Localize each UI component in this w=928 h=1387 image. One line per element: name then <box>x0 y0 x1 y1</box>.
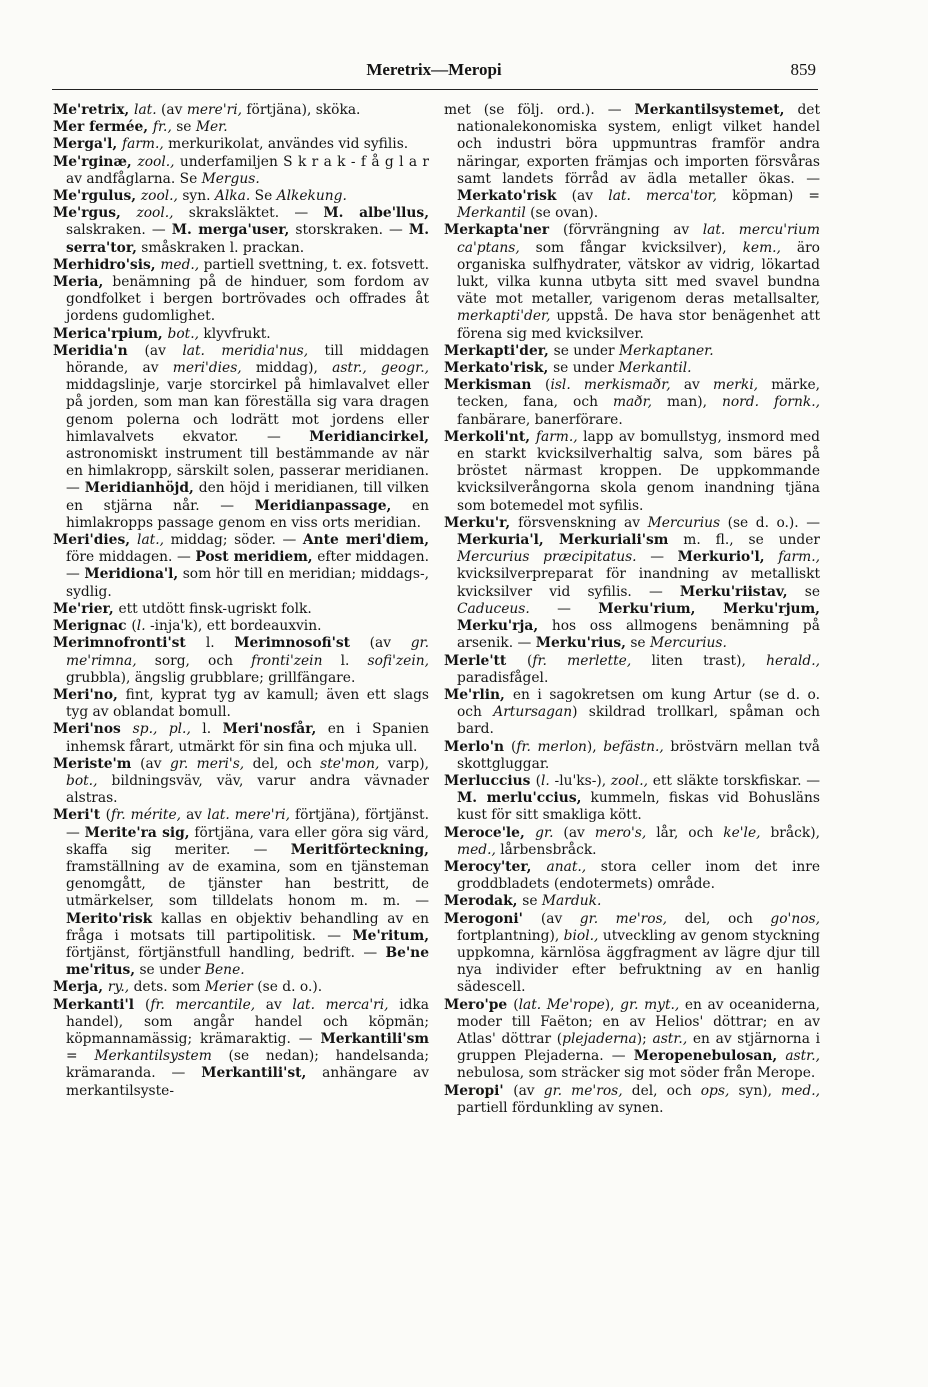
entry-text: (av <box>513 1082 544 1099</box>
entry-text: (förvrängning av <box>562 222 703 239</box>
entry-text: hos oss allmogens benämning på arsenik. — <box>457 618 820 652</box>
entry-italic-text: merki, <box>713 377 759 394</box>
entry-italic-text: biol., <box>563 927 599 944</box>
entry-headword: Merodak, <box>444 893 523 910</box>
entry-text: efter middagen. — <box>66 549 429 583</box>
entry-italic-text: lat. merca'ri, <box>292 996 389 1013</box>
entry-text: en i sagokretsen om kung Artur (se d. o. och <box>457 686 820 721</box>
entry-text: bråck), <box>760 824 820 841</box>
entry-italic-text: herald., <box>766 652 820 669</box>
entry-text: se under <box>553 342 619 359</box>
entry-text: underfamiljen S k r a k - f å g l a r av andfåglarna. Se <box>66 153 429 187</box>
entry-headword: Mero'pe <box>444 996 514 1013</box>
entry-italic-text: astr., <box>652 1030 688 1047</box>
entry-headword: Meridiona'l, <box>84 566 179 583</box>
entry-italic-text: lat. merca'tor, <box>608 188 717 205</box>
entry-headword: Me'rginæ, <box>53 153 138 170</box>
entry-headword: Me'ritum, <box>352 927 429 944</box>
dictionary-entry <box>53 343 429 532</box>
entry-text: förtjäna), förtjänst. — <box>66 807 429 841</box>
dictionary-entry <box>53 188 429 205</box>
entry-italic-text: Merkantil. <box>618 360 692 377</box>
entry-italic-text: astr., <box>785 1048 821 1065</box>
entry-italic-text: nord. fornk., <box>721 394 821 411</box>
entry-text: framställning av de examina, som en tjänsteman genomgått, de tjänster han bestritt, de utmärkelser, som tilldelats honom m. m. — <box>66 858 429 910</box>
entry-italic-text: gr. meri's, <box>169 755 245 772</box>
entry-text: (se d. o.). <box>252 979 323 996</box>
dictionary-entry <box>444 515 820 653</box>
dictionary-entry <box>53 102 429 119</box>
entry-headword: Meridianhöjd, <box>84 480 194 497</box>
entry-italic-text: befästn., <box>603 738 664 755</box>
entry-text: ( <box>513 996 519 1013</box>
entry-headword: Merito'risk <box>66 910 153 927</box>
entry-text: sorg, och <box>136 652 252 669</box>
entry-italic-text: kem., <box>742 239 781 256</box>
entry-text: fint, kyprat tyg av kamull; även ett slags tyg av oblandat bomull. <box>66 686 429 721</box>
entry-text: met (se följ. ord.). — <box>444 102 635 118</box>
header-rule <box>52 89 818 90</box>
entry-italic-text: farm., <box>535 428 578 445</box>
entry-text: förtjäna), sköka. <box>242 102 361 118</box>
dictionary-entry <box>444 429 820 515</box>
entry-text: storskraken. — <box>289 222 409 239</box>
entry-text: middag), <box>241 360 333 377</box>
entry-text <box>765 549 779 565</box>
entry-italic-text: l. <box>136 618 146 635</box>
entry-italic-text: farm., <box>778 549 820 566</box>
entry-headword: Merku'rius, <box>535 635 626 652</box>
entry-italic-text: Caduceus. <box>457 600 530 617</box>
entry-text: av <box>181 807 208 824</box>
dictionary-entry <box>53 979 429 996</box>
dictionary-entry <box>444 773 820 825</box>
left-column <box>53 102 429 1100</box>
entry-text: l. <box>190 721 223 738</box>
entry-headword: Meridianpassage, <box>254 497 392 514</box>
entry-text: (se nedan); handelsanda; krämaranda. — <box>66 1048 429 1082</box>
entry-italic-text: lat., <box>137 532 165 549</box>
entry-text: klyvfrukt. <box>199 325 271 342</box>
entry-italic-text: Mercurius præcipitatus. <box>457 549 637 566</box>
entry-text: man), <box>652 394 722 411</box>
entry-headword: Merkisman <box>444 377 546 394</box>
entry-text: ( <box>526 652 533 669</box>
entry-italic-text: fr. mérite, <box>111 807 182 824</box>
dictionary-entry <box>444 739 820 773</box>
entry-italic-text: Mer. <box>195 119 228 136</box>
entry-text: fortplantning), <box>457 927 564 944</box>
entry-text: av <box>255 996 293 1013</box>
dictionary-entry <box>53 326 429 343</box>
entry-italic-text: ops, <box>700 1082 730 1099</box>
dictionary-entry <box>444 222 820 342</box>
dictionary-entry <box>444 1083 820 1117</box>
entry-italic-text: med., <box>160 256 200 273</box>
dictionary-entry <box>53 119 429 136</box>
entry-headword: Merica'rpium, <box>53 325 168 342</box>
entry-text: partiell svettning, t. ex. fotsvett. <box>199 256 429 273</box>
entry-headword: Merkanti'l <box>53 996 145 1013</box>
entry-text: benämning på de hinduer, som fordom av gondfolket i bergen bortrövades och offrades åt jordens gudomlighet. <box>66 274 429 325</box>
entry-headword: Merga'l, <box>53 136 122 153</box>
entry-headword: Merja, <box>53 979 108 996</box>
entry-italic-text: ste'mon, <box>320 755 380 772</box>
entry-text: utveckling av genom styckning uppkomna, kärnlösa äggfragment av lägre djur till nya individer efter befruktning av en hanlig sädescell. <box>457 927 820 996</box>
entry-text: ( <box>131 618 137 635</box>
entry-headword: Meri'no, <box>53 686 126 703</box>
entry-text: (se d. o.). — <box>720 514 820 531</box>
entry-text: l. <box>322 652 368 669</box>
entry-headword: Meri'nos <box>53 721 133 738</box>
dictionary-entry <box>444 102 820 222</box>
entry-headword: M. albe'llus, <box>323 205 429 222</box>
entry-text: av <box>670 377 714 394</box>
entry-text: bröstvärn mellan två skottgluggar. <box>457 738 821 772</box>
entry-headword: Merkantilsystemet, <box>634 102 785 118</box>
entry-headword: Merku'rium, Merku'rjum, Merku'rja, <box>457 600 820 635</box>
entry-text: nebulosa, som sträcker sig mot söder från Merope. <box>457 1065 816 1082</box>
entry-headword: Merkapti'der, <box>444 342 554 359</box>
entry-italic-text: meri'dies, <box>172 360 242 377</box>
entry-text: del, och <box>244 755 321 772</box>
entry-italic-text: Mergus. <box>201 170 260 187</box>
entry-text: astronomiskt instrument till bestämmande av när en himlakropp, särskilt solen, passerar meridianen. — <box>66 446 429 497</box>
entry-text: salskraken. — <box>66 222 172 239</box>
entry-headword: Merkato'risk <box>457 188 557 205</box>
entry-text: förtjäna, vara eller göra sig värd, skaffa sig meriter. — <box>66 824 429 858</box>
entry-italic-text: gr. me'ros, <box>579 910 668 927</box>
entry-text: se under <box>135 962 205 979</box>
entry-headword: Me'rlin, <box>444 686 513 703</box>
entry-text: se <box>171 119 196 136</box>
entry-italic-text: Artursagan <box>493 704 573 721</box>
entry-headword: Ante meri'diem, <box>302 532 430 549</box>
entry-italic-text: zool., <box>140 188 178 205</box>
entry-headword: Merkurio'l, <box>677 549 765 566</box>
entry-text: ( <box>510 738 517 755</box>
entry-text: försvenskning av <box>518 514 648 531</box>
entry-text: ( <box>545 377 551 394</box>
dictionary-entry <box>53 635 429 687</box>
entry-italic-text: bot., <box>167 325 199 342</box>
dictionary-entry <box>53 807 429 979</box>
entry-italic-text: Merkantil <box>457 205 526 222</box>
entry-text: bildningsväv, väv, varur andra vävnader alstras. <box>66 772 429 807</box>
entry-text: del, och <box>622 1082 701 1099</box>
entry-italic-text: bot., <box>66 772 98 789</box>
entry-headword: Merkoli'nt, <box>444 428 536 445</box>
entry-text: fanbärare, banerförare. <box>457 411 623 428</box>
entry-text: stora celler inom det inre groddbladets (endotermets) område. <box>457 858 821 893</box>
entry-text: det nationalekonomiska system, enligt vilket handel och industri böra uppmuntras framför andra näringar, exporten främjas och importen försvåras samt landets förråd av ädla metaller ökas. — <box>457 102 820 187</box>
entry-headword: Me'rgulus, <box>53 188 141 205</box>
entry-text: uppstå. De hava stor benägenhet att förena sig med kvicksilver. <box>457 308 820 342</box>
entry-text: = <box>66 1048 95 1065</box>
entry-text: ), <box>604 996 621 1013</box>
entry-headword: Merkato'risk, <box>444 360 554 377</box>
entry-italic-text: l. <box>540 772 550 789</box>
entry-headword: Merignac <box>53 618 132 635</box>
entry-text: ett släkte torskfiskar. — <box>647 772 820 789</box>
entry-italic-text: go'nos, <box>770 910 821 927</box>
entry-headword: Meridiancirkel, <box>309 428 429 445</box>
entry-italic-text: fr. merlette, <box>532 652 632 669</box>
dictionary-entry <box>444 377 820 429</box>
entry-headword: Merimnofronti'st <box>53 635 206 652</box>
entry-italic-text: Merkaptaner. <box>619 342 714 359</box>
dictionary-entry <box>444 360 820 377</box>
entry-italic-text: Marduk. <box>541 893 602 910</box>
entry-italic-text: fr. merlon <box>516 738 587 755</box>
entry-italic-text: mere'ri, <box>186 102 243 118</box>
entry-text: ); <box>636 1030 653 1047</box>
entry-headword: Meria, <box>53 274 113 291</box>
entry-headword: Merkuria'l, Merkuriali'sm <box>457 532 669 549</box>
entry-italic-text: gr. me'rimna, <box>66 635 429 669</box>
entry-text: middag; söder. — <box>164 532 303 549</box>
entry-text: dets. som <box>129 979 205 996</box>
entry-headword: Merlo'n <box>444 738 511 755</box>
entry-text: köpman) = <box>716 188 820 205</box>
entry-italic-text: fr. mercantile, <box>150 996 256 1013</box>
entry-text: ( <box>105 807 112 824</box>
dictionary-entry <box>444 653 820 687</box>
entry-text: som hör till en meridian; middags-, sydlig. <box>66 566 429 600</box>
entry-headword: Me'rier, <box>53 600 119 617</box>
entry-italic-text: lat. <box>134 102 157 118</box>
entry-italic-text: astr., geogr., <box>332 360 429 377</box>
entry-text: (av <box>140 755 170 772</box>
entry-italic-text: Merier <box>204 979 253 996</box>
page-title: Meretrix—Meropi <box>366 60 502 79</box>
entry-italic-text: med., <box>457 841 496 858</box>
entry-headword: M. serra'tor, <box>66 222 429 256</box>
entry-text: se under <box>553 360 619 377</box>
entry-text: varp), <box>379 755 430 772</box>
entry-headword: Meri'nosfår, <box>222 721 317 738</box>
dictionary-entry <box>444 893 820 910</box>
entry-italic-text: lat. mercu'rium ca'ptans, <box>457 222 820 256</box>
entry-text: (av <box>540 910 580 927</box>
entry-text: (av <box>144 342 183 359</box>
entry-italic-text: gr. myt., <box>620 996 680 1013</box>
dictionary-entry <box>53 601 429 618</box>
dictionary-entry <box>53 154 429 188</box>
dictionary-entry <box>53 687 429 721</box>
entry-text: en i Spanien inhemsk fårart, utmärkt för sin fina och mjuka ull. <box>66 721 429 755</box>
entry-text: kvicksilverpreparat för inandning av metalliskt kvicksilver vid syfilis. — <box>457 566 820 600</box>
entry-text: förtjänst, förtjänstfull handling, bedrift. — <box>66 944 386 961</box>
entry-italic-text: anat., <box>546 858 587 875</box>
entry-text: en av oceaniderna, moder till Faëton; en av Helios' döttrar; en av Atlas' döttrar ( <box>457 996 820 1047</box>
entry-text: grubbla), ängslig grubblare; grillfängare. <box>66 669 356 686</box>
entry-text: syn. <box>177 188 215 205</box>
entry-italic-text: isl. merkismaðr, <box>550 377 671 394</box>
dictionary-entry <box>53 274 429 326</box>
entry-headword: Merogoni' <box>444 910 541 927</box>
dictionary-entry <box>53 257 429 274</box>
entry-text: småskraken l. prackan. <box>136 239 305 256</box>
entry-italic-text: Bene. <box>204 962 245 979</box>
entry-headword: Merkapta'ner <box>444 222 563 239</box>
entry-text: se <box>787 583 820 600</box>
entry-text: (av <box>350 635 411 652</box>
entry-text: ett utdött finsk-ugriskt folk. <box>118 600 312 617</box>
dictionary-entry <box>444 343 820 360</box>
entry-text: -lu'ks-), <box>549 772 611 789</box>
entry-headword: Meroce'le, <box>444 824 536 841</box>
entry-italic-text: gr. <box>535 824 554 841</box>
entry-text: ) skildrad trollkarl, spåman och bard. <box>457 704 820 738</box>
entry-italic-text: mero's, <box>594 824 647 841</box>
entry-headword: Merhidro'sis, <box>53 256 161 273</box>
running-header <box>52 60 816 88</box>
entry-text: kummeln, fiskas vid Bohusläns kust för sitt smakliga kött. <box>457 790 820 824</box>
entry-italic-text: Alkekung. <box>276 188 347 205</box>
entry-headword: Merluccius <box>444 772 536 789</box>
dictionary-entry <box>53 532 429 601</box>
entry-text: m. fl., se under <box>668 532 820 549</box>
entry-italic-text: lat. Me'rope <box>518 996 605 1013</box>
entry-headword: Me'retrix, <box>53 102 135 118</box>
entry-text: äro organiska sulfhydrater, vätskor av vidrig, lökartad lukt, vilka kunna utbyta sitt med svavel bundna väte mot metaller, varigenom deras metallsalter, <box>457 239 820 308</box>
entry-text: partiell fördunkling av synen. <box>457 1099 664 1116</box>
entry-headword: Merocy'ter, <box>444 858 547 875</box>
entry-text: se <box>522 893 542 910</box>
entry-text: paradisfågel. <box>457 669 549 686</box>
entry-text: (av <box>556 188 609 205</box>
entry-headword: Merkantili'sm <box>320 1030 429 1047</box>
entry-headword: Post meridiem, <box>195 549 313 566</box>
entry-italic-text: sp., pl., <box>132 721 191 738</box>
entry-headword: Merkantili'st, <box>201 1065 307 1082</box>
entry-headword: M. merga'user, <box>171 222 290 239</box>
entry-text: lår, och <box>646 824 724 841</box>
entry-text: del, och <box>667 910 771 927</box>
entry-text: (av <box>553 824 595 841</box>
entry-headword: Merku'riistav, <box>679 583 788 600</box>
entry-text: lapp av bomullstyg, insmord med en starkt kvicksilverhaltig salva, som bäres på bröstet närmast kroppen. De uppkommande kvicksilverångorna skola genom inandning tjäna som botemedel mot syfilis. <box>457 428 820 514</box>
entry-headword: Meropi' <box>444 1082 514 1099</box>
entry-italic-text: zool., <box>137 153 175 170</box>
entry-headword: Meri't <box>53 807 106 824</box>
dictionary-entry <box>444 687 820 739</box>
entry-headword: Meropenebulosan, <box>633 1048 778 1065</box>
dictionary-entry <box>53 205 429 257</box>
entry-headword: Merle'tt <box>444 652 527 669</box>
entry-italic-text: Alka. <box>214 188 251 205</box>
entry-headword: Be'ne me'ritus, <box>66 944 429 979</box>
entry-headword: Merku'r, <box>444 514 519 531</box>
entry-headword: Mer fermée, <box>53 119 153 136</box>
entry-text: skraksläktet. — <box>173 205 324 222</box>
entry-text: före middagen. — <box>66 549 196 566</box>
entry-italic-text: zool., <box>136 205 174 222</box>
entry-text: liten trast), <box>631 652 767 669</box>
entry-text: lårbensbråck. <box>495 841 597 858</box>
entry-text: idka handel), som angår handel och köpmän; köpmannamässig; krämaraktig. — <box>66 996 430 1047</box>
entry-italic-text: farm., <box>121 136 164 153</box>
entry-text: ( <box>144 996 151 1013</box>
dictionary-entry <box>53 136 429 153</box>
entry-italic-text: gr. me'ros, <box>543 1082 623 1099</box>
page-number: 859 <box>790 60 816 79</box>
entry-italic-text: ry., <box>107 979 130 996</box>
right-column <box>444 102 820 1117</box>
entry-italic-text: ke'le, <box>723 824 761 841</box>
dictionary-entry <box>444 911 820 997</box>
entry-headword: Merite'ra sig, <box>84 824 190 841</box>
dictionary-entry <box>444 859 820 893</box>
dictionary-entry <box>53 756 429 808</box>
entry-text: middagslinje, varje storcirkel på himlavalvet eller på jorden, som man kan föreställa sig vara dragen genom polerna och lodrätt mot jordens eller himlavalvets ekvator. — <box>66 377 429 445</box>
entry-italic-text: plejaderna <box>562 1030 637 1047</box>
entry-headword: Meriste'm <box>53 755 141 772</box>
entry-text: syn), <box>729 1082 782 1099</box>
dictionary-entry <box>53 997 429 1100</box>
entry-italic-text: Mercurius. <box>649 635 727 652</box>
entry-text: ( <box>535 772 541 789</box>
entry-italic-text: Merkantilsystem <box>94 1048 212 1065</box>
entry-text: den höjd i meridianen, till vilken en stjärna når. — <box>66 480 429 514</box>
entry-text: märke, tecken, fana, och <box>457 377 821 411</box>
entry-headword: Meritförteckning, <box>290 841 429 858</box>
dictionary-entry <box>53 618 429 635</box>
entry-text: (se ovan). <box>525 205 599 222</box>
entry-text: anhängare av merkantilsyste- <box>66 1065 429 1099</box>
entry-italic-text: lat. mere'ri, <box>207 807 290 824</box>
dictionary-entry <box>444 825 820 859</box>
entry-text: se <box>625 635 650 652</box>
entry-text: som fångar kvicksilver), <box>519 239 743 256</box>
entry-text: Se <box>250 188 277 205</box>
entry-italic-text: Mercurius <box>647 514 721 531</box>
entry-italic-text: fronti'zein <box>251 652 323 669</box>
entry-text: l. <box>205 635 235 652</box>
entry-text: ), <box>586 738 604 755</box>
entry-text: (av <box>156 102 187 118</box>
entry-text: till middagen hörande, av <box>66 342 430 377</box>
entry-text: en himlakropps passage genom en viss orts meridian. <box>66 497 430 531</box>
entry-headword: Meridia'n <box>53 342 145 359</box>
entry-italic-text: med., <box>781 1082 821 1099</box>
entry-headword: M. merlu'ccius, <box>457 790 582 807</box>
entry-italic-text: fr., <box>152 119 172 136</box>
entry-italic-text: maðr, <box>612 394 653 411</box>
entry-italic-text: zool., <box>610 772 648 789</box>
entry-italic-text: lat. meridia'nus, <box>182 342 309 359</box>
entry-headword: Me'rgus, <box>53 205 137 222</box>
entry-italic-text: merkapti'der, <box>457 308 551 325</box>
entry-headword: Meri'dies, <box>53 532 138 549</box>
entry-text: -inja'k), ett bordeauxvin. <box>145 618 322 635</box>
entry-text: — <box>529 600 599 617</box>
entry-text: kallas en objektiv behandling av en fråga i motsats till partipolitisk. — <box>66 910 429 944</box>
entry-text: merkurikolat, användes vid syfilis. <box>163 136 409 153</box>
entry-text: — <box>636 549 678 566</box>
entry-text: en av stjärnorna i gruppen Plejaderna. — <box>457 1030 821 1065</box>
dictionary-entry <box>444 997 820 1083</box>
dictionary-entry <box>53 721 429 755</box>
entry-headword: Merimnosofi'st <box>234 635 351 652</box>
entry-italic-text: sofi'zein, <box>367 652 429 669</box>
